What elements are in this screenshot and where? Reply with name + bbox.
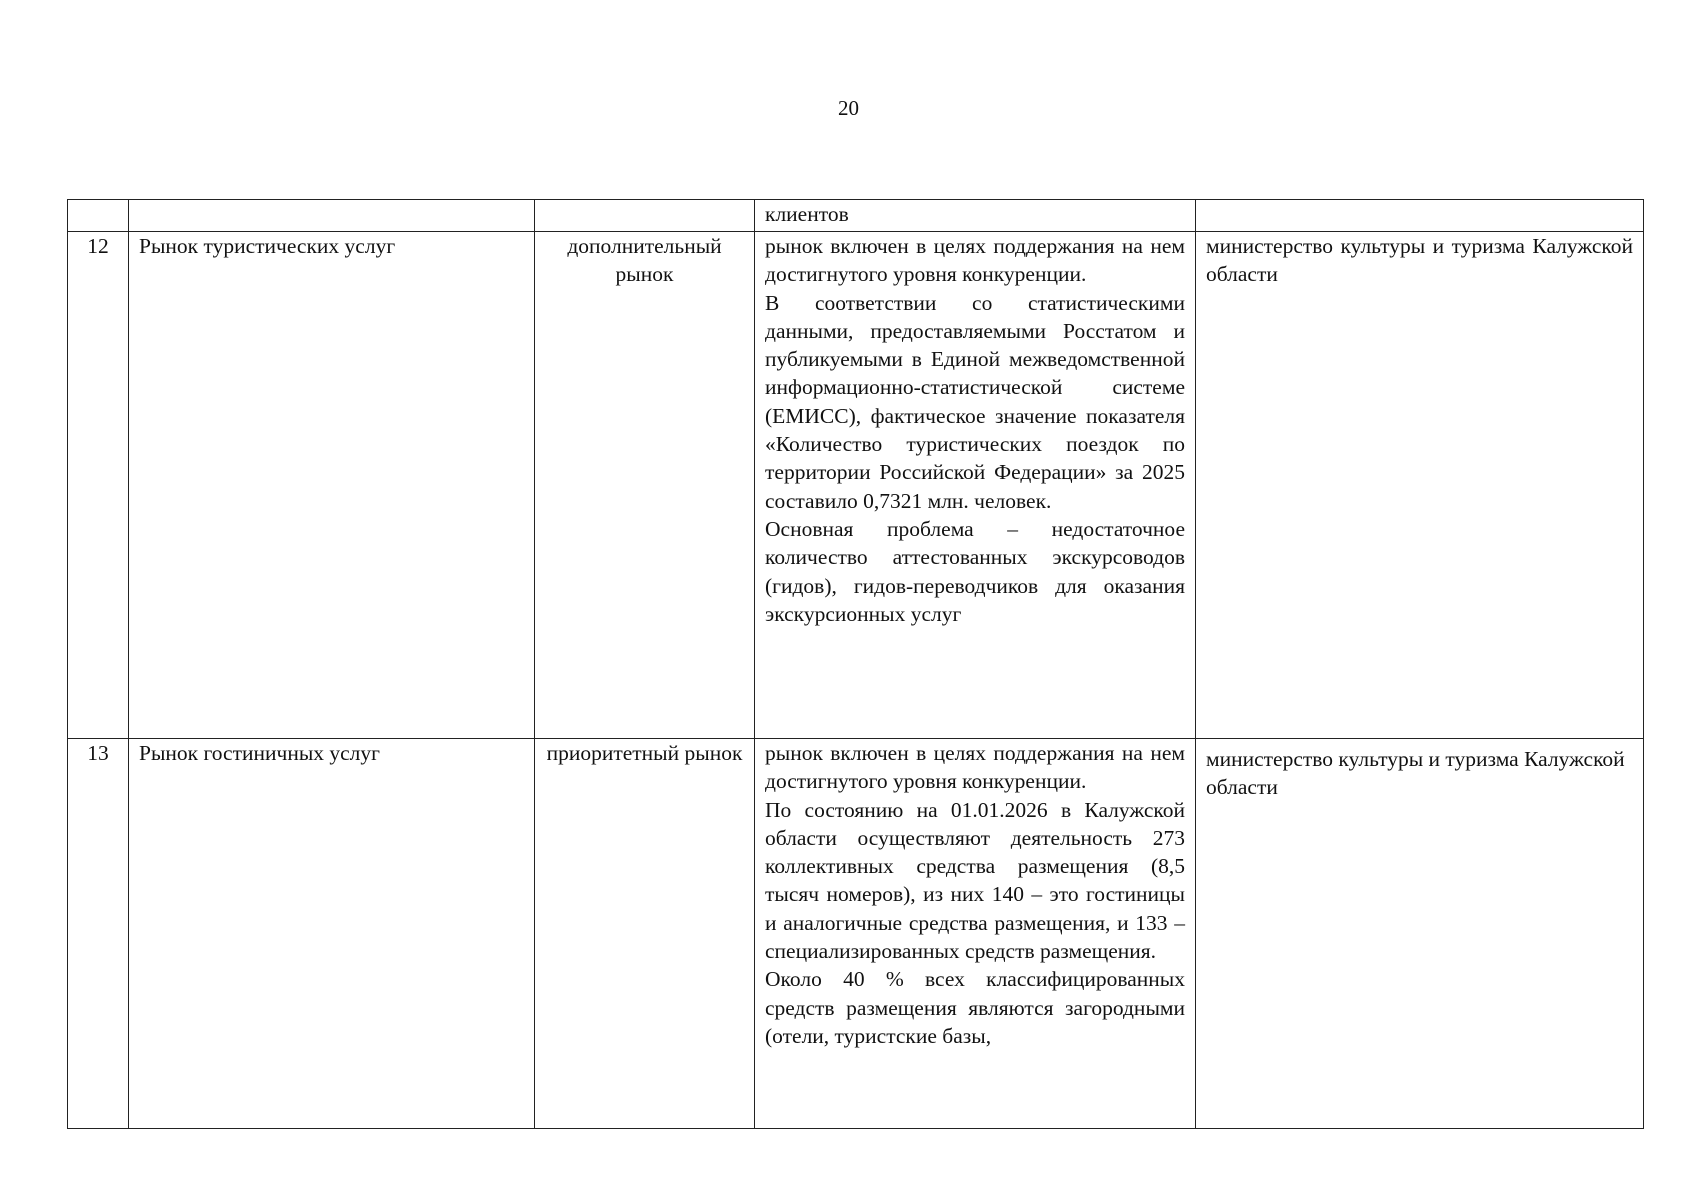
cell-type: дополнительный рынок [535,232,755,739]
cell-type: приоритетный рынок [535,739,755,1129]
cell-type [535,200,755,232]
table-row-13 [68,739,1644,1129]
table-row-continuation [68,200,1644,232]
cell-num: 12 [68,232,129,739]
table-row-12 [68,232,1644,739]
cell-justification [755,739,1196,1129]
justification-paragraph: Основная проблема – недостаточное количество аттестованных экскурсоводов (гидов), гидов-переводчиков для оказания экскурсионных услуг [765,516,1185,626]
page-number: 20 [838,96,859,120]
cell-responsible [1196,232,1644,739]
cell-justification [755,232,1196,739]
cell-num: 13 [68,739,129,1129]
justification-paragraph: По состоянию на 01.01.2026 в Калужской области осуществляют деятельность 273 коллективных средства размещения (8,5 тысяч номеров), из них 140 – это гостиницы и аналогичные средства размещения, и 133 – специализированных средств размещения. [765,797,1185,964]
justification-paragraph: Около 40 % всех классифицированных средств размещения являются загородными (отели, туристские базы, [765,967,1185,1048]
cell-market: Рынок туристических услуг [129,232,535,739]
justification-paragraph: В соответствии со статистическими данными, предоставляемыми Росстатом и публикуемыми в Единой межведомственной информационно-статистической системе (ЕМИСС), фактическое значение показателя «Количество туристических поездок по территории Российской Федерации» за 2025 составило 0,7321 млн. человек. [765,290,1185,513]
responsible-text: министерство культуры и туризма Калужской области [1206,234,1633,287]
cell-num [68,200,129,232]
cell-responsible [1196,200,1644,232]
cell-market: Рынок гостиничных услуг [129,739,535,1129]
cell-market [129,200,535,232]
justification-paragraph: рынок включен в целях поддержания на нем достигнутого уровня конкуренции. [765,741,1185,794]
markets-table [67,199,1644,1129]
cell-justification: клиентов [755,200,1196,232]
justification-paragraph: рынок включен в целях поддержания на нем достигнутого уровня конкуренции. [765,234,1185,287]
responsible-text: министерство культуры и туризма Калужской области [1206,747,1625,800]
cell-responsible [1196,739,1644,1129]
